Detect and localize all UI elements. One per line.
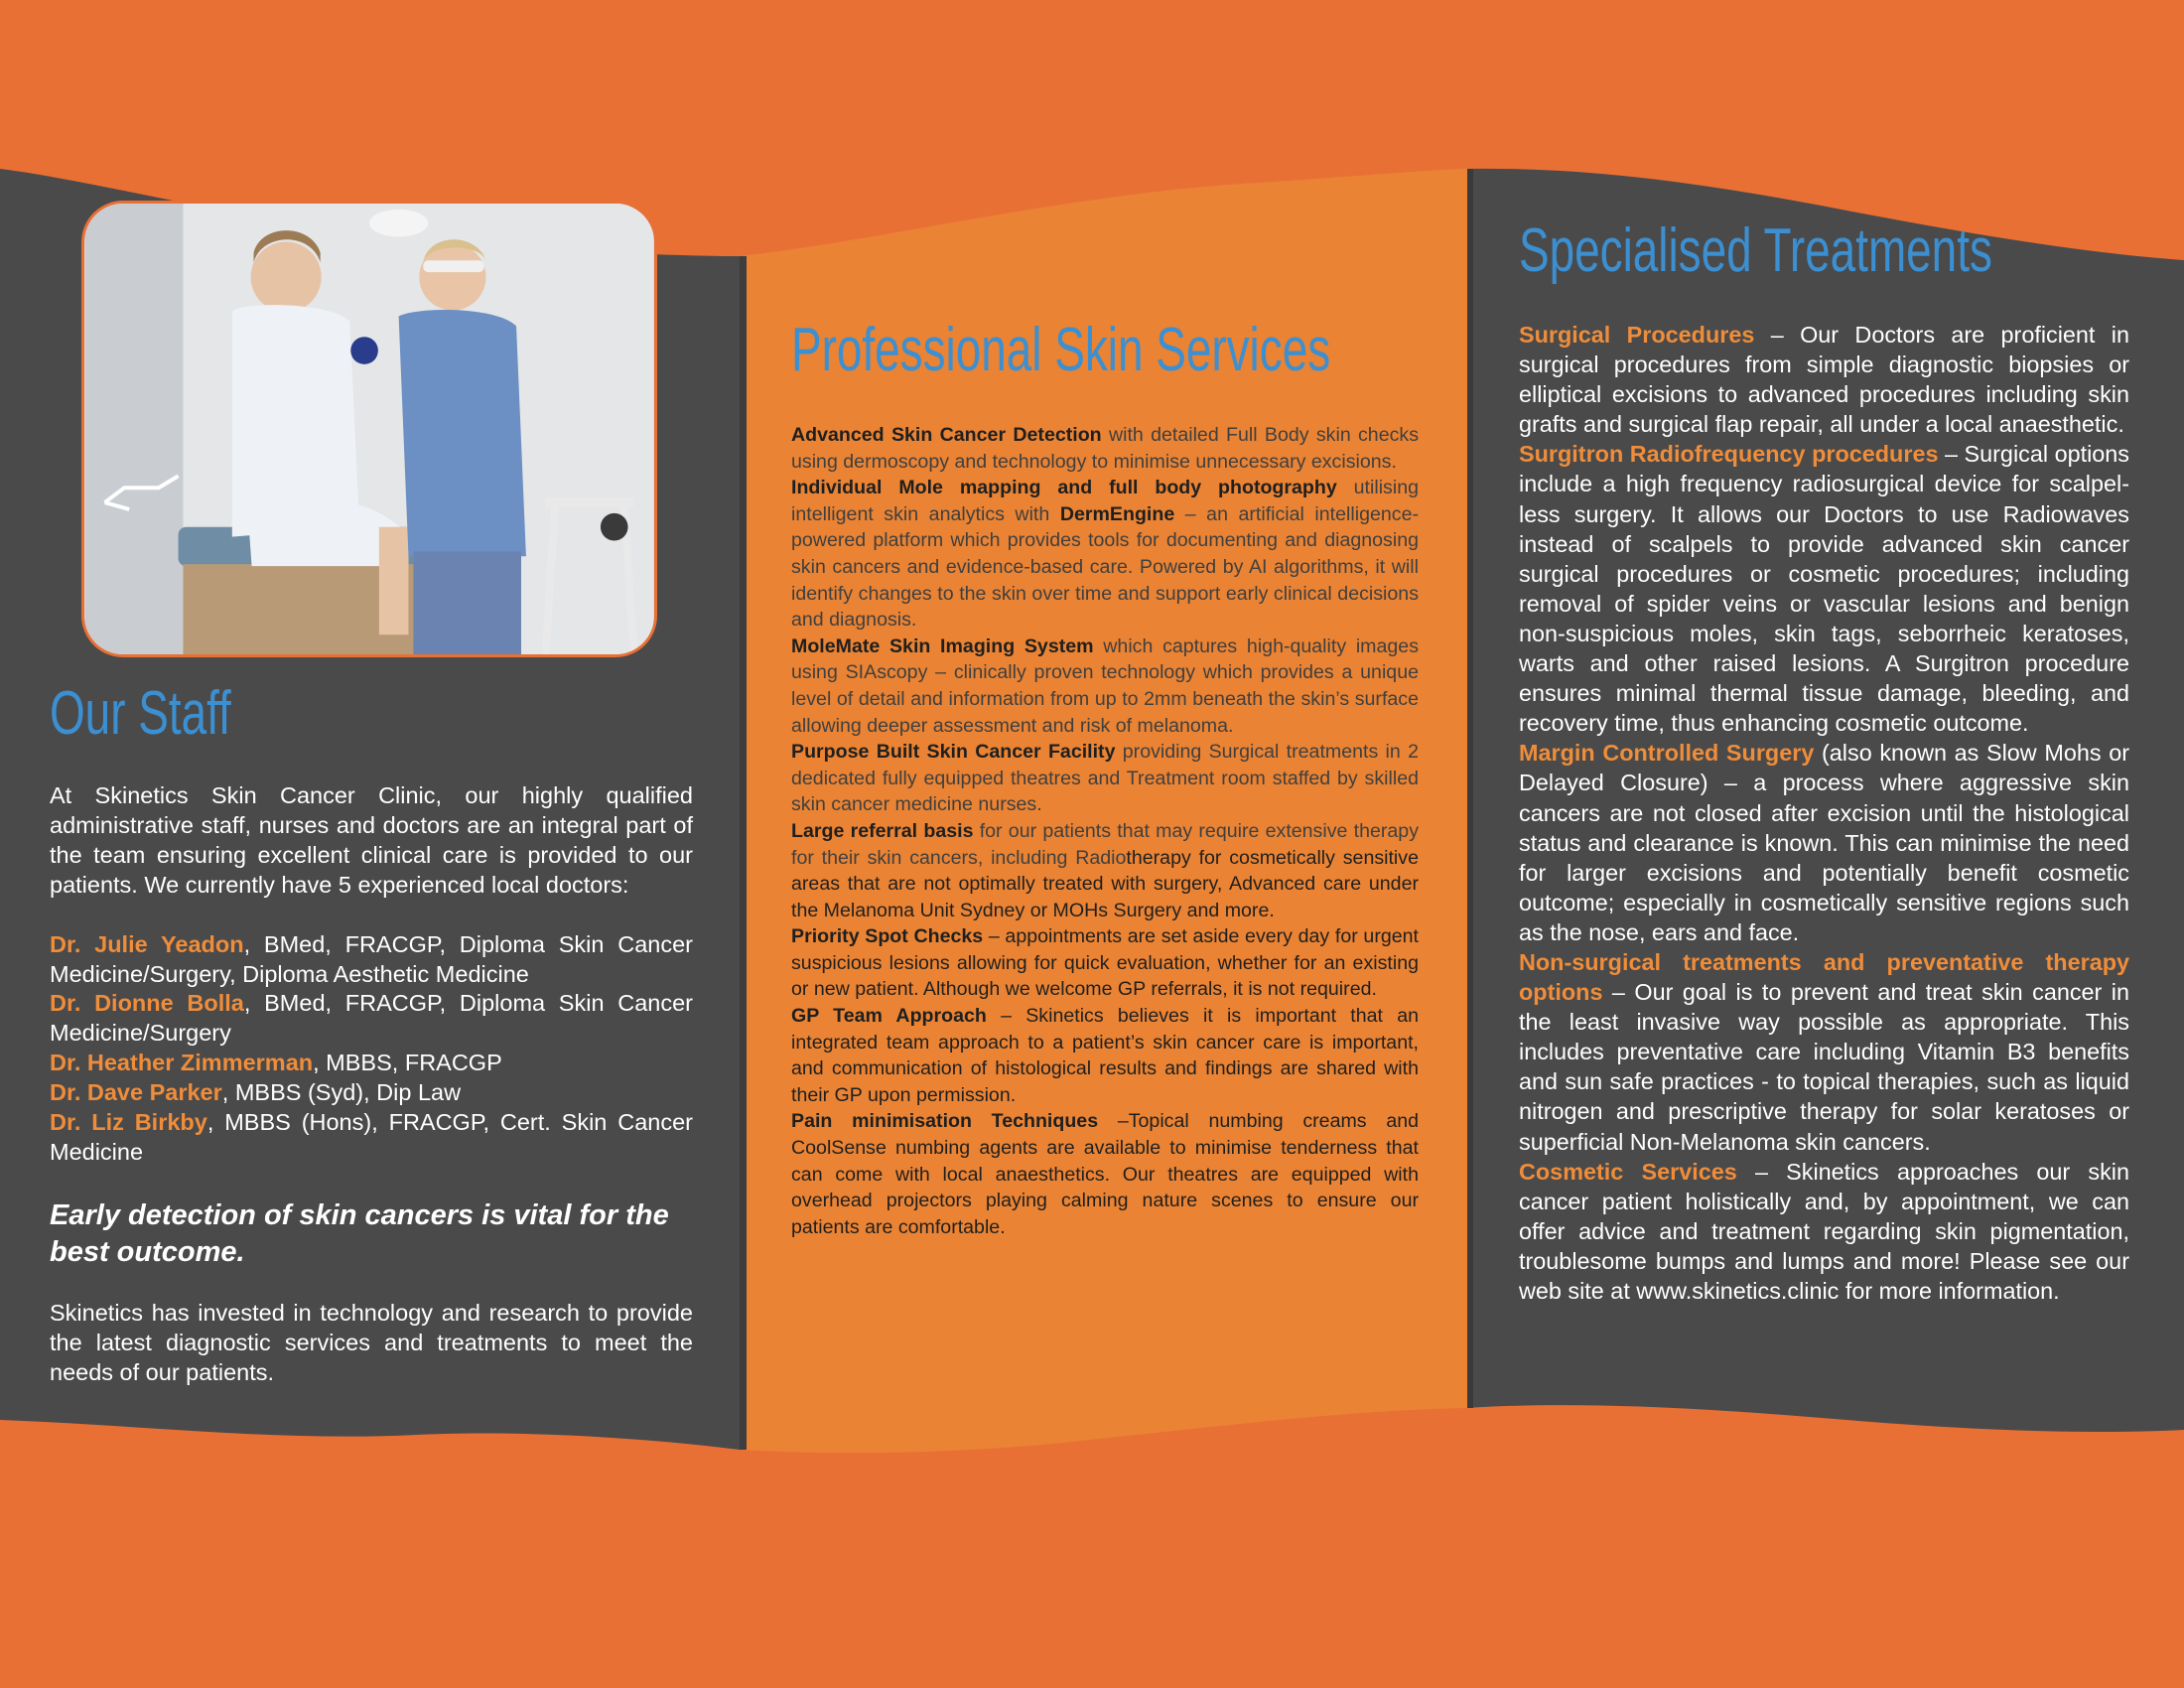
service-text: with detailed Full Body skin checks using dermoscopy and technology to minimise unnecessary excisions. <box>791 424 1419 473</box>
doctor-1-credentials: , BMed, FRACGP, Diploma Skin Cancer Medicine/Surgery, Diploma Aesthetic Medicine <box>50 930 693 987</box>
service-title: Pain minimisation Techniques <box>791 1110 1099 1133</box>
treatment-title: Surgical Procedures <box>1519 322 1755 348</box>
service-item <box>791 633 1419 739</box>
professional-skin-services-section <box>791 422 1419 1240</box>
treatment-text: – Surgical options include a high frequency radiosurgical device for scalpel-less surgery. It allows our Doctors to use Radiowaves instead of scalpels to provide advanced skin cancer surgical procedures or cosmetic procedures; including removal of spider veins or vascular lesions and benign non-suspicious moles, skin tags, seborrheic keratoses, warts and other raised lesions. A Surgitron procedure ensures minimal thermal tissue damage, bleeding, and recovery time, thus enhancing cosmetic outcome. <box>1519 441 2129 737</box>
service-text: for our patients that may require extensive therapy for their skin cancers, including Radio <box>791 819 1419 869</box>
treatment-text: – Our goal is to prevent and treat skin cancer in the least invasive way possible as appropriate. This includes preventative care including Vitamin B3 benefits and sun safe practices - to topical therapies, such as liquid nitrogen and prescriptive therapy for solar keratoses or superficial Non-Melanoma skin cancers. <box>1519 979 2129 1155</box>
doctor-3-name: Dr. Heather Zimmerman <box>50 1050 314 1076</box>
professional-skin-services-heading: Professional Skin Services <box>791 316 1331 384</box>
service-text: which captures high-quality images using SIAscopy – clinically proven technology which provides a unique level of detail and information from up to 2mm beneath the skin’s surface allowing deeper assessment and risk of melanoma. <box>791 634 1419 737</box>
service-text-dark: – appointments are set aside every day for urgent suspicious lesions allowing for quick evaluation, whether for an existing or new patient. Although we welcome GP referrals, it is not required. <box>791 925 1419 1001</box>
service-title: Priority Spot Checks <box>791 925 984 948</box>
clinic-photo-illustration <box>84 204 654 654</box>
doctor-5-credentials: , MBBS (Hons), FRACGP, Cert. Skin Cancer Medicine <box>50 1109 693 1165</box>
treatment-title: Non-surgical treatments and preventative therapy options <box>1519 948 2129 1006</box>
fold-shadow-right <box>1467 169 1473 1408</box>
service-title: MoleMate Skin Imaging System <box>791 634 1094 657</box>
our-staff-heading: Our Staff <box>50 679 231 748</box>
service-item <box>791 818 1419 923</box>
treatment-item <box>1519 439 2129 738</box>
service-item <box>791 1108 1419 1240</box>
doctor-4-name: Dr. Dave Parker <box>50 1079 222 1106</box>
service-text-dark: –Topical numbing creams and CoolSense numbing agents are available to minimise tenderness that can come with local anaesthetics. Our theatres are equipped with overhead projectors playing calming nature scenes to ensure our patients are comfortable. <box>791 1110 1420 1238</box>
doctor-list <box>50 930 693 1168</box>
treatment-item <box>1519 1157 2129 1306</box>
treatment-item <box>1519 947 2129 1157</box>
doctor-5-name: Dr. Liz Birkby <box>50 1109 207 1136</box>
early-detection-callout: Early detection of skin cancers is vital for the best outcome. <box>50 1198 669 1268</box>
treatment-item <box>1519 738 2129 947</box>
our-staff-section <box>50 781 693 1388</box>
service-text-dark: – Skinetics believes it is important that an integrated team approach to a patient’s skin cancer care is important, and communication of histological results and findings are shared with their GP upon permission. <box>791 1005 1420 1106</box>
specialised-treatments-heading: Specialised Treatments <box>1519 216 1992 285</box>
service-highlight: DermEngine <box>1059 502 1175 525</box>
doctor-4-credentials: , MBBS (Syd), Dip Law <box>221 1079 462 1106</box>
treatment-title: Margin Controlled Surgery <box>1519 740 1815 767</box>
clinic-photo <box>81 201 657 657</box>
service-item <box>791 923 1419 1003</box>
specialised-treatments-section <box>1519 320 2129 1306</box>
treatment-text: – Skinetics approaches our skin cancer patient holistically and, by appointment, we can offer advice and treatment regarding skin pigmentation, troublesome bumps and lumps and more! Please see our web site at www.skinetics.clinic for more information. <box>1519 1158 2129 1304</box>
service-text: utilising intelligent skin analytics with <box>791 477 1419 525</box>
service-title: Individual Mole mapping and full body photography <box>791 477 1337 499</box>
treatment-item <box>1519 320 2129 439</box>
treatment-text: (also known as Slow Mohs or Delayed Closure) – a process where aggressive skin cancers are not closed after excision until the histological status and clearance is known. This can minimise the need for larger excisions and potentially benefit cosmetic outcome; especially in cosmetically sensitive regions such as the nose, ears and face. <box>1519 740 2130 945</box>
doctor-2-name: Dr. Dionne Bolla <box>50 990 244 1017</box>
doctor-2-credentials: , BMed, FRACGP, Diploma Skin Cancer Medicine/Surgery <box>50 990 693 1047</box>
service-title: GP Team Approach <box>791 1005 987 1028</box>
treatment-title: Cosmetic Services <box>1519 1158 1737 1185</box>
service-text: providing Surgical treatments in 2 dedicated fully equipped theatres and Treatment room staffed by skilled skin cancer medicine nurses. <box>791 741 1419 816</box>
staff-closing: Skinetics has invested in technology and research to provide the latest diagnostic services and treatments to meet the needs of our patients. <box>50 1299 693 1385</box>
doctor-3-credentials: , MBBS, FRACGP <box>313 1050 502 1076</box>
fold-shadow-left <box>740 256 747 1450</box>
service-title: Advanced Skin Cancer Detection <box>791 424 1102 446</box>
staff-intro: At Skinetics Skin Cancer Clinic, our highly qualified administrative staff, nurses and doctors are an integral part of the team ensuring excellent clinical care is provided to our patients. We currently have 5 experienced local doctors: <box>50 782 693 898</box>
service-item <box>791 475 1419 633</box>
service-item <box>791 739 1419 818</box>
service-title: Large referral basis <box>791 819 974 842</box>
service-text-dark: therapy for cosmetically sensitive areas that are not optimally treated with surgery, Advanced care under the Melanoma Unit Sydney or MOHs Surgery and more. <box>791 846 1419 921</box>
service-text: – an artificial intelligence-powered platform which provides tools for documenting and diagnosing skin cancers and evidence-based care. Powered by AI algorithms, it will identify changes to the skin over time and support early clinical decisions and diagnosis. <box>791 502 1419 632</box>
treatment-text: – Our Doctors are proficient in surgical procedures from simple diagnostic biopsies or elliptical excisions to advanced procedures including skin grafts and surgical flap repair, all under a local anaesthetic. <box>1519 322 2129 438</box>
service-item <box>791 1003 1419 1108</box>
doctor-1-name: Dr. Julie Yeadon <box>50 930 244 957</box>
service-title: Purpose Built Skin Cancer Facility <box>791 741 1116 764</box>
treatment-title: Surgitron Radiofrequency procedures <box>1519 441 1939 468</box>
service-item <box>791 422 1419 475</box>
